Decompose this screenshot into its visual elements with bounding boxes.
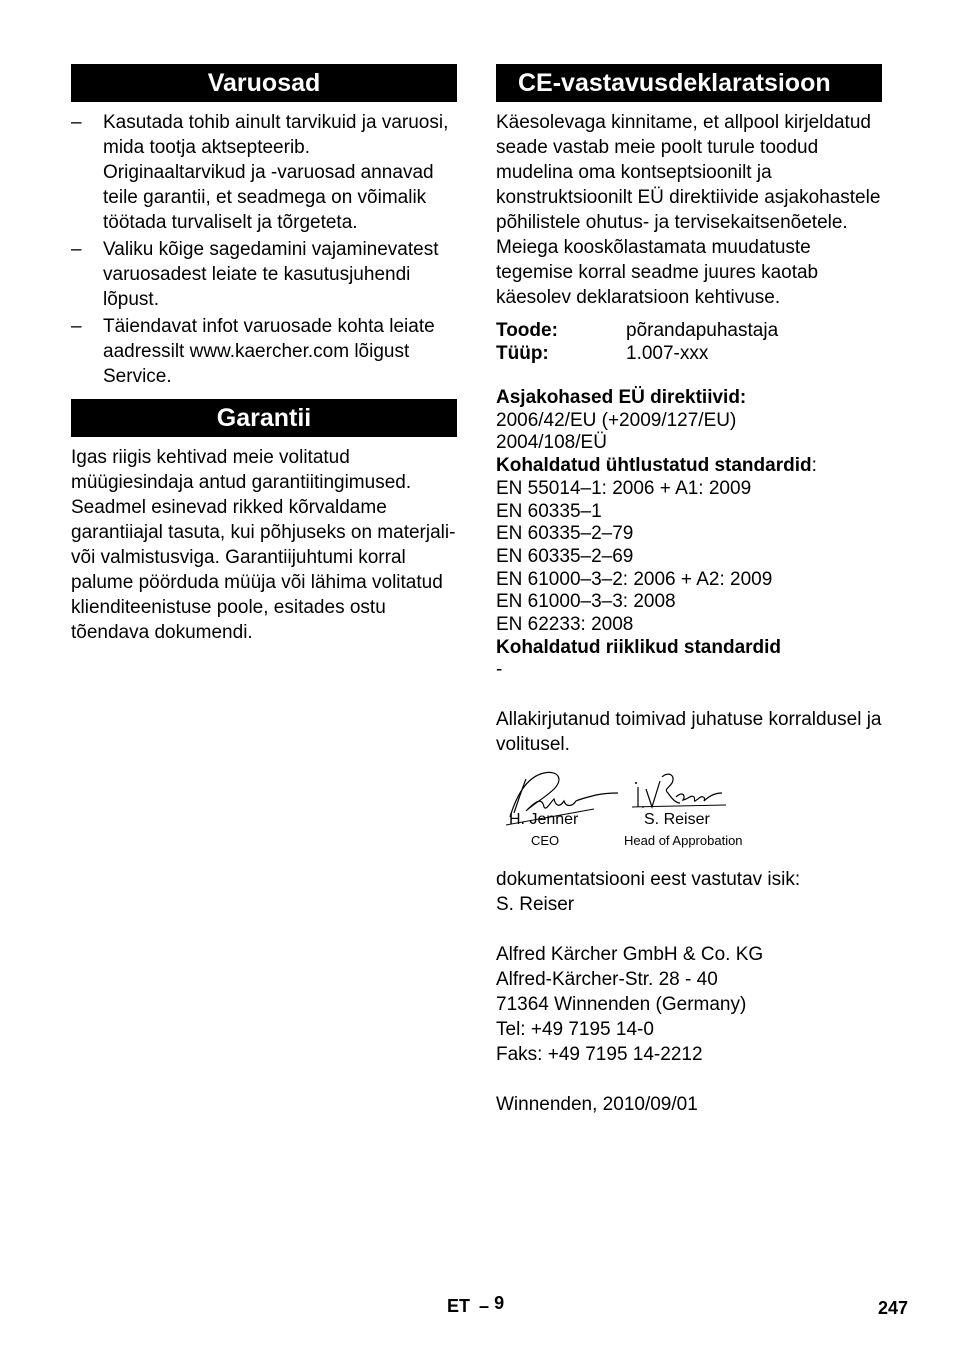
list-item: – Kasutada tohib ainult tarvikuid ja varuosi, mida tootja aktsepteerib. Originaaltarvikud ja -varuosad annavad teile garantii, et seadmega on võimalik töötada turvaliselt ja tõrgeteta. [71,112,449,233]
right-column [496,64,882,1117]
standard-item: EN 60335–2–69 [496,545,634,567]
standard-item: EN 61000–3–2: 2006 + A2: 2009 [496,568,773,590]
warranty-heading: Garantii [71,399,457,437]
dash-bullet: – [71,316,82,337]
spare-parts-heading: Varuosad [71,64,457,102]
place-date: Winnenden, 2010/09/01 [496,1094,698,1116]
national-value: - [496,659,503,681]
signer-role: CEO [531,833,560,849]
product-value: põrandapuhastaja [626,320,779,341]
product-label: Toode: [496,320,558,341]
footer-section-label: ET – 9 [447,1293,505,1316]
signer-role: Head of Approbation [624,833,743,849]
list-item: – Valiku kõige sagedamini vajaminevatest varuosadest leiate te kasutusjuhendi lõpust. [71,239,439,310]
list-item: – Täiendavat infot varuosade kohta leiate aadressilt www.kaercher.com lõigust Service. [71,316,435,387]
dash-bullet: – [71,112,82,133]
signer-name: H. Jenner [509,811,579,829]
signed-text: Allakirjutanud toimivad juhatuse korraldusel ja volitusel. [496,709,882,756]
directive-item: 2006/42/EU (+2009/127/EU) [496,409,737,431]
company-address: Alfred Kärcher GmbH & Co. KG Alfred-Kärcher-Str. 28 - 40 71364 Winnenden (Germany) Tel: +49 7195 14-0 Faks: +49 7195 14-2212 [496,944,764,1066]
standard-item: EN 61000–3–3: 2008 [496,591,676,613]
product-info [496,319,882,365]
type-value: 1.007-xxx [626,343,709,364]
warranty-text: Igas riigis kehtivad meie volitatud müügiesindaja antud garantiitingimused. Seadmel esinevad rikked kõrvaldame garantiiajal tasuta, kui põhjuseks on materjali- või valmistusviga. Garantiijuhtumi korral palume pöörduda müüja või lähima volitatud klienditeenistuse poole, esitades ostu tõendava dokumendi. [71,447,456,643]
standards-block: Asjakohased EÜ direktiivid: 2006/42/EU (+2009/127/EU) 2004/108/EÜ Kohaldatud ühtlustatud standardid: EN 55014–1: 2006 + A1: 2009 EN 60335–1 EN 60335–2–79 EN 60335–2–69 EN 61000–3–2: 2006 + A2: 2009 EN 61000–3–3: 2008 EN 62233: 2008 Kohaldatud riiklikud standardid - [496,387,882,682]
national-title: Kohaldatud riiklikud standardid [496,636,782,658]
spare-parts-list [71,110,457,389]
standard-item: EN 62233: 2008 [496,614,634,636]
page-number: 247 [878,1298,909,1318]
ce-declaration-heading: CE-vastavusdeklaratsioon [496,64,882,102]
standard-item: EN 60335–1 [496,500,602,522]
signer-name: S. Reiser [644,811,710,829]
signatures [496,767,882,867]
standard-item: EN 55014–1: 2006 + A1: 2009 [496,477,752,499]
directives-title: Asjakohased EÜ direktiivid: [496,387,747,408]
declaration-intro: Käesolevaga kinnitame, et allpool kirjeldatud seade vastab meie poolt turule toodud mudelina oma kontseptsioonilt ja konstruktsioonilt EÜ direktiivide asjakohastele põhilistele ohutus- ja tervisekaitsenõetele. Meiega kooskõlastamata muudatuste tegemise korral seadme juures kaotab käesolev deklaratsioon kehtivuse. [496,112,881,308]
directive-item: 2004/108/EÜ [496,432,607,454]
type-label: Tüüp: [496,343,549,364]
harmonized-title: Kohaldatud ühtlustatud standardid [496,455,812,477]
standard-item: EN 60335–2–79 [496,523,634,545]
left-column [71,64,457,645]
dash-bullet: – [71,239,82,260]
doc-responsible: dokumentatsiooni eest vastutav isik: S. Reiser [496,869,801,916]
